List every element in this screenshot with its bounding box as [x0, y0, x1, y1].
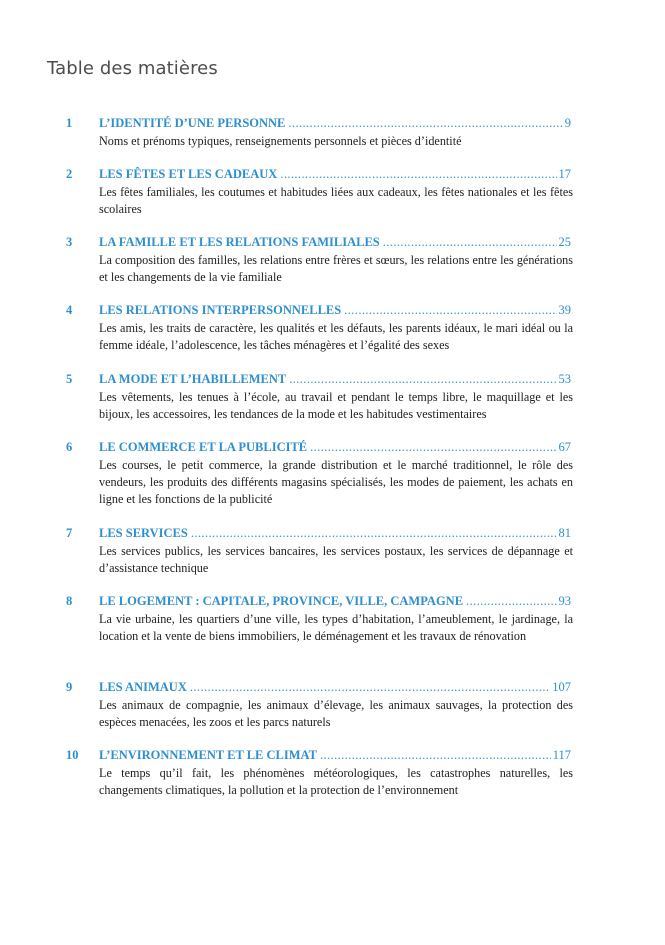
entry-description: Les courses, le petit commerce, la grande distribution et le marché traditionnel, le rôle des vendeurs, les produits des différents magasins spécialisés, les modes de paiement, les achats en ligne et les fonctions de la publicité — [99, 458, 573, 506]
entry-title[interactable]: L’ENVIRONNEMENT ET LE CLIMAT — [99, 748, 317, 762]
entry-heading-line[interactable] — [99, 116, 571, 131]
entry-page-number[interactable]: 25 — [558, 235, 571, 249]
entry-number: 2 — [66, 167, 73, 181]
entry-description: Les vêtements, les tenues à l’école, au travail et pendant le temps libre, le maquillage et les bijoux, les accessoires, les tendances de la mode et les habitudes vestimentaires — [99, 390, 573, 421]
leader-dots — [280, 167, 556, 182]
entry-description: Les fêtes familiales, les coutumes et habitudes liées aux cadeaux, les fêtes nationales et les fêtes scolaires — [99, 185, 573, 216]
entry-title[interactable]: LES FÊTES ET LES CADEAUX — [99, 167, 278, 181]
entry-title[interactable]: L’IDENTITÉ D’UNE PERSONNE — [99, 116, 286, 130]
entry-heading-line[interactable] — [99, 594, 571, 609]
entry-number: 3 — [66, 235, 73, 249]
entry-heading-line[interactable] — [99, 372, 571, 387]
entry-number: 6 — [66, 440, 73, 454]
entry-heading-line[interactable] — [99, 680, 571, 695]
entry-description: Le temps qu’il fait, les phénomènes météorologiques, les catastrophes naturelles, les changements climatiques, la pollution et la protection de l’environnement — [99, 766, 573, 797]
entry-title[interactable]: LES RELATIONS INTERPERSONNELLES — [99, 303, 342, 317]
leader-dots — [288, 116, 562, 131]
entry-heading-line[interactable] — [99, 440, 571, 455]
leader-dots — [310, 440, 556, 455]
entry-number: 8 — [66, 594, 73, 608]
entry-page-number[interactable]: 117 — [552, 748, 571, 762]
entry-number: 1 — [66, 116, 73, 130]
entry-description: La vie urbaine, les quartiers d’une ville, les types d’habitation, l’ameublement, le jardinage, la location et la vente de biens immobiliers, le déménagement et les travaux de rénovation — [99, 612, 573, 643]
entry-heading-line[interactable] — [99, 748, 571, 763]
leader-dots — [190, 680, 550, 695]
entry-page-number[interactable]: 17 — [558, 167, 571, 181]
entry-page-number[interactable]: 93 — [558, 594, 571, 608]
entry-number: 10 — [66, 748, 79, 762]
entry-page-number[interactable]: 53 — [558, 372, 571, 386]
entry-description: Noms et prénoms typiques, renseignements personnels et pièces d’identité — [99, 134, 462, 148]
entry-description: La composition des familles, les relations entre frères et sœurs, les relations entre les générations et les changements de la vie familiale — [99, 253, 573, 284]
page-title: Table des matières — [47, 58, 218, 79]
entry-heading-line[interactable] — [99, 303, 571, 318]
entry-page-number[interactable]: 67 — [558, 440, 571, 454]
entry-title[interactable]: LE LOGEMENT : CAPITALE, PROVINCE, VILLE, CAMPAGNE — [99, 594, 464, 608]
leader-dots — [466, 594, 556, 609]
entry-number: 4 — [66, 303, 73, 317]
leader-dots — [344, 303, 556, 318]
entry-description: Les amis, les traits de caractère, les qualités et les défauts, les parents idéaux, le mari idéal ou la femme idéale, l’adolescence, les tâches ménagères et l’égalité des sexes — [99, 321, 573, 352]
entry-number: 9 — [66, 680, 73, 694]
entry-heading-line[interactable] — [99, 235, 571, 250]
entry-title[interactable]: LES ANIMAUX — [99, 680, 187, 694]
entry-page-number[interactable]: 39 — [558, 303, 571, 317]
leader-dots — [383, 235, 557, 250]
entry-page-number[interactable]: 9 — [564, 116, 571, 130]
entry-number: 7 — [66, 526, 73, 540]
entry-description: Les animaux de compagnie, les animaux d’élevage, les animaux sauvages, la protection des espèces menacées, les zoos et les parcs naturels — [99, 698, 573, 729]
entry-description: Les services publics, les services bancaires, les services postaux, les services de dépannage et d’assistance technique — [99, 544, 573, 575]
entry-page-number[interactable]: 81 — [558, 526, 571, 540]
entry-number: 5 — [66, 372, 73, 386]
leader-dots — [289, 372, 556, 387]
leader-dots — [191, 526, 557, 541]
entry-title[interactable]: LA MODE ET L’HABILLEMENT — [99, 372, 287, 386]
entry-title[interactable]: LE COMMERCE ET LA PUBLICITÉ — [99, 440, 308, 454]
entry-heading-line[interactable] — [99, 167, 571, 182]
leader-dots — [320, 748, 551, 763]
entry-title[interactable]: LA FAMILLE ET LES RELATIONS FAMILIALES — [99, 235, 380, 249]
entry-page-number[interactable]: 107 — [552, 680, 571, 694]
entry-title[interactable]: LES SERVICES — [99, 526, 188, 540]
entry-heading-line[interactable] — [99, 526, 571, 541]
